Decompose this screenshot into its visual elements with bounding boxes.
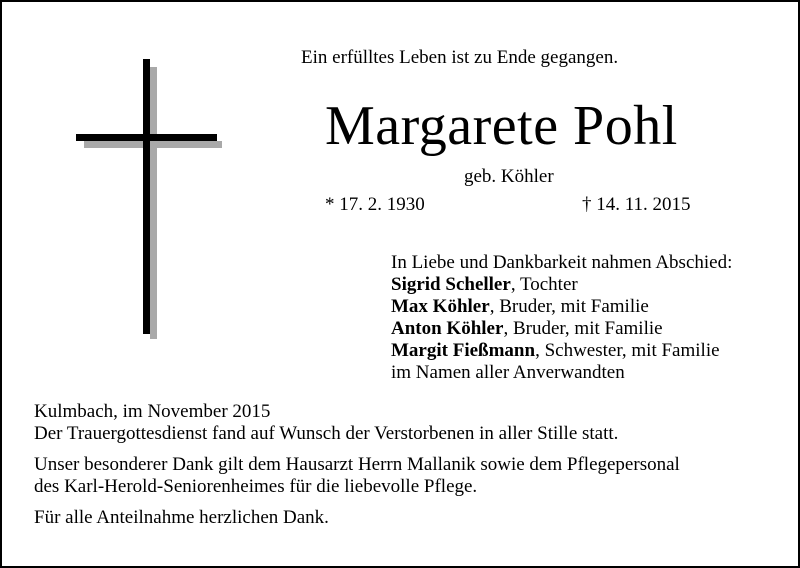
mourner-name: Anton Köhler xyxy=(391,318,504,339)
thanks-line: des Karl-Herold-Seniorenheimes für die liebevolle Pflege. xyxy=(34,476,478,497)
thanks-line: Unser besonderer Dank gilt dem Hausarzt Herrn Mallanik sowie dem Pflegepersonal xyxy=(34,454,680,475)
farewell-heading: In Liebe und Dankbarkeit nahmen Abschied: xyxy=(391,252,733,273)
final-thanks: Für alle Anteilnahme herzlichen Dank. xyxy=(34,507,329,528)
death-date: † 14. 11. 2015 xyxy=(582,194,691,215)
mourner-name: Sigrid Scheller xyxy=(391,274,511,295)
mourner-row xyxy=(391,274,732,296)
mourner-row xyxy=(391,296,732,318)
service-note: Der Trauergottesdienst fand auf Wunsch der Verstorbenen in aller Stille statt. xyxy=(34,423,619,444)
mourner-relation: , Bruder, mit Familie xyxy=(489,296,649,317)
intro-line: Ein erfülltes Leben ist zu Ende gegangen. xyxy=(301,47,619,68)
mourner-row xyxy=(391,340,732,362)
footer-block xyxy=(34,401,680,529)
deceased-name: Margarete Pohl xyxy=(325,95,678,157)
place-date: Kulmbach, im November 2015 xyxy=(34,401,271,422)
birth-date: * 17. 2. 1930 xyxy=(325,194,425,215)
mourners-block xyxy=(391,252,732,384)
mourner-name: Max Köhler xyxy=(391,296,490,317)
mourner-name: Margit Fießmann xyxy=(391,340,536,361)
mourner-relation: , Tochter xyxy=(510,274,578,295)
closing-line: im Namen aller Anverwandten xyxy=(391,362,625,383)
mourner-relation: , Bruder, mit Familie xyxy=(503,318,663,339)
mourner-relation: , Schwester, mit Familie xyxy=(535,340,720,361)
maiden-name: geb. Köhler xyxy=(464,166,554,187)
cross-icon xyxy=(76,59,222,339)
mourner-row xyxy=(391,318,732,340)
